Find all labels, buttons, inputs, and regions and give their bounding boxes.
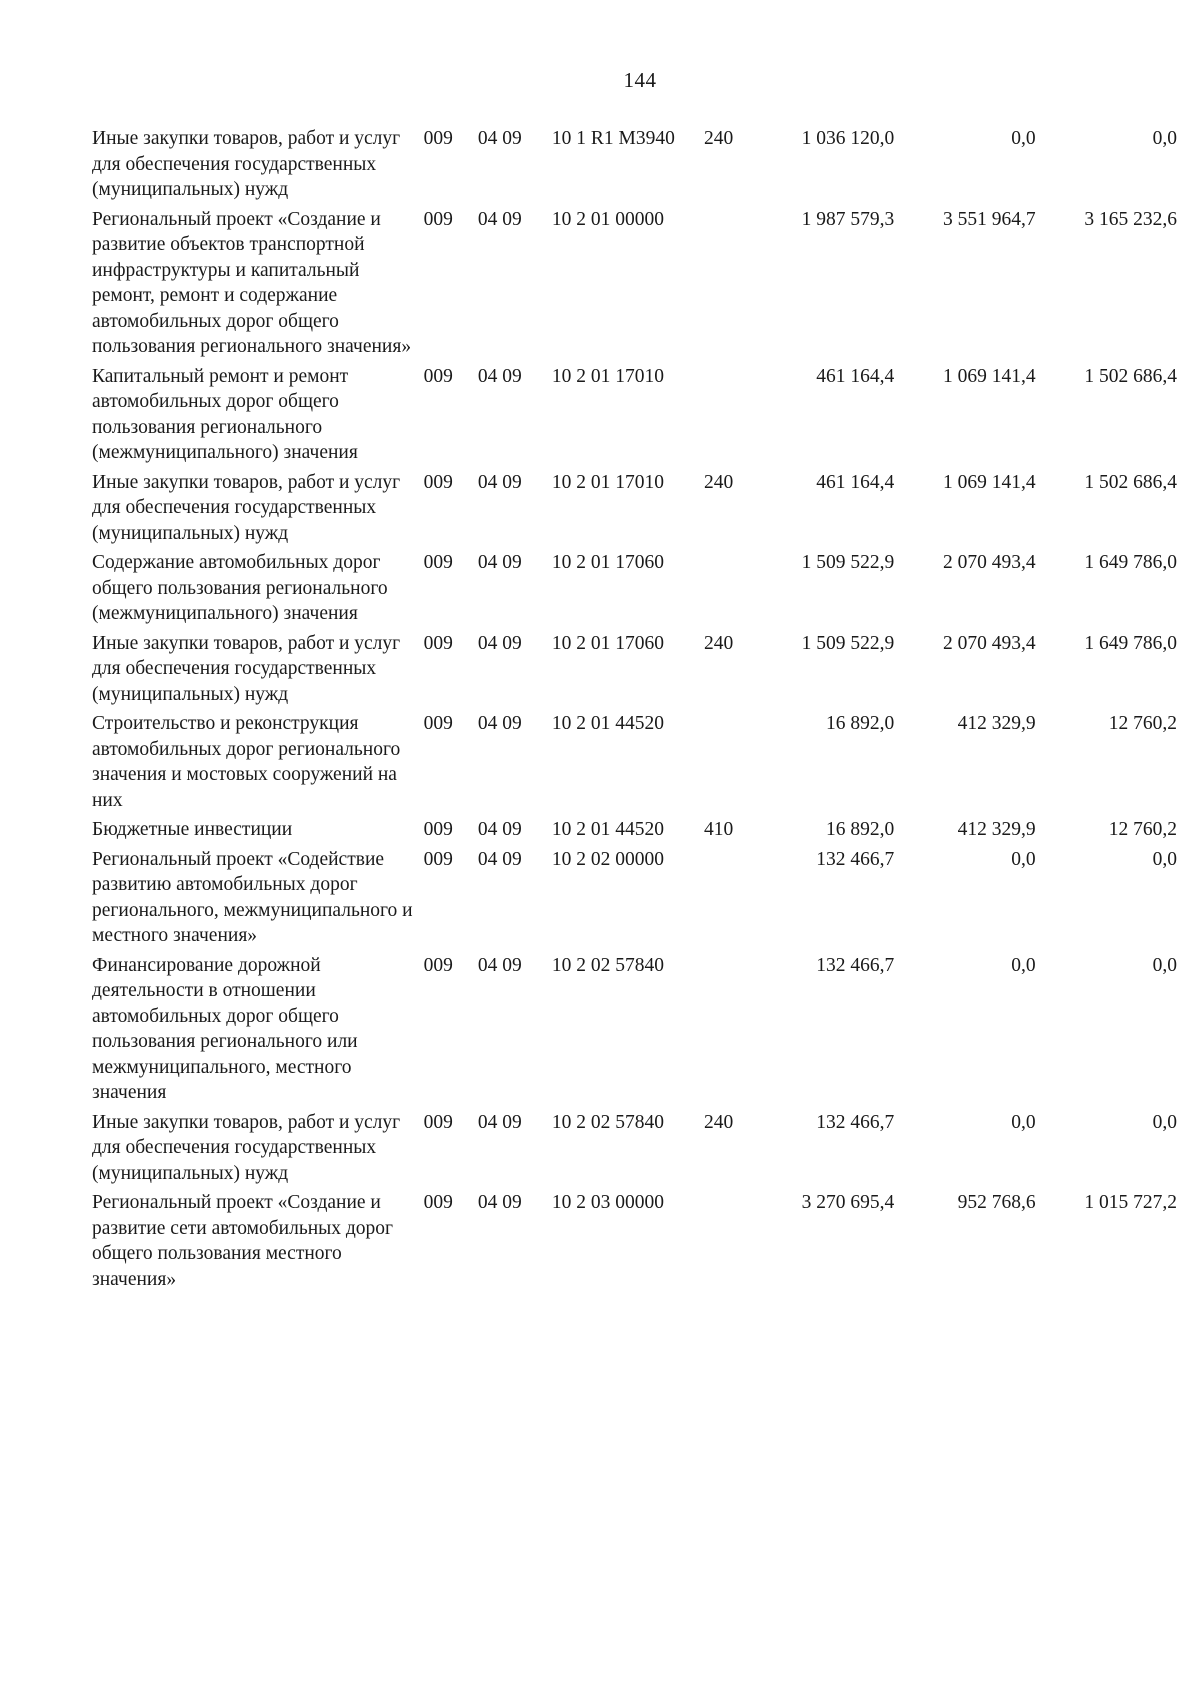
row-amount-3: 0,0 xyxy=(1152,954,1177,976)
row-amount-1: 132 466,7 xyxy=(816,848,895,870)
row-name: Иные закупки товаров, работ и услуг для обеспечения государственных (муниципальных) нужд xyxy=(92,471,401,544)
row-amount-1: 132 466,7 xyxy=(816,954,895,976)
row-expense-type xyxy=(704,207,758,364)
row-target-code: 10 2 01 44520 xyxy=(551,819,664,840)
row-expense-type: 410 xyxy=(704,819,734,840)
row-section-code: 04 09 xyxy=(477,365,522,387)
row-name: Иные закупки товаров, работ и услуг для обеспечения государственных (муниципальных) нужд xyxy=(92,632,401,705)
row-name: Региональный проект «Содействие развитию автомобильных дорог регионального, межмуниципального и местного значения» xyxy=(92,848,413,946)
row-expense-type: 240 xyxy=(704,632,734,654)
row-target-code: 10 1 R1 M3940 xyxy=(551,128,675,149)
row-section-code: 04 09 xyxy=(477,848,522,870)
row-admin-code: 009 xyxy=(423,471,453,493)
row-amount-3: 0,0 xyxy=(1152,128,1177,149)
row-target-code: 10 2 01 17060 xyxy=(551,552,664,573)
table-row xyxy=(92,953,1177,1110)
row-admin-code: 009 xyxy=(423,632,453,654)
table-row xyxy=(92,470,1177,551)
table-body xyxy=(92,126,1177,1296)
row-section-code: 04 09 xyxy=(477,128,522,149)
row-expense-type xyxy=(704,711,758,817)
row-amount-3: 1 649 786,0 xyxy=(1084,552,1177,573)
row-amount-1: 461 164,4 xyxy=(816,365,895,387)
row-amount-1: 1 509 522,9 xyxy=(801,552,895,573)
row-name: Содержание автомобильных дорог общего пользования регионального (межмуниципального) значения xyxy=(92,552,388,624)
row-amount-1: 1 036 120,0 xyxy=(801,128,895,149)
row-name: Бюджетные инвестиции xyxy=(92,819,293,840)
row-expense-type xyxy=(704,847,758,953)
row-amount-2: 2 070 493,4 xyxy=(942,632,1036,654)
row-section-code: 04 09 xyxy=(477,208,522,230)
row-target-code: 10 2 02 57840 xyxy=(551,954,664,976)
row-target-code: 10 2 01 17060 xyxy=(551,632,664,654)
row-admin-code: 009 xyxy=(423,954,453,976)
row-admin-code: 009 xyxy=(423,713,453,734)
row-amount-2: 1 069 141,4 xyxy=(942,471,1036,493)
row-expense-type xyxy=(704,953,758,1110)
row-expense-type xyxy=(704,364,758,470)
row-admin-code: 009 xyxy=(423,128,453,149)
budget-table xyxy=(92,126,1177,1296)
table-row xyxy=(92,207,1177,364)
row-amount-1: 1 509 522,9 xyxy=(801,632,895,654)
row-name: Иные закупки товаров, работ и услуг для обеспечения государственных (муниципальных) нужд xyxy=(92,1111,401,1184)
row-amount-2: 0,0 xyxy=(1011,848,1036,870)
row-section-code: 04 09 xyxy=(477,954,522,976)
row-name: Региональный проект «Создание и развитие сети автомобильных дорог общего пользования местного значения» xyxy=(92,1192,394,1290)
table-row xyxy=(92,817,1177,847)
row-expense-type xyxy=(704,1190,758,1296)
row-amount-2: 0,0 xyxy=(1011,128,1036,149)
row-expense-type: 240 xyxy=(704,471,734,493)
row-target-code: 10 2 02 57840 xyxy=(551,1111,664,1133)
row-amount-2: 412 329,9 xyxy=(957,713,1036,734)
row-name: Строительство и реконструкция автомобильных дорог регионального значения и мостовых сооружений на них xyxy=(92,713,401,811)
row-name: Финансирование дорожной деятельности в отношении автомобильных дорог общего пользования регионального или межмуниципального, местного значения xyxy=(92,954,358,1103)
row-amount-2: 0,0 xyxy=(1011,1111,1036,1133)
row-section-code: 04 09 xyxy=(477,1111,522,1133)
row-amount-1: 16 892,0 xyxy=(826,713,895,734)
table-row xyxy=(92,550,1177,631)
row-name: Капитальный ремонт и ремонт автомобильных дорог общего пользования регионального (межмуниципального) значения xyxy=(92,365,358,463)
row-amount-3: 1 502 686,4 xyxy=(1084,365,1177,387)
row-amount-1: 3 270 695,4 xyxy=(801,1192,895,1213)
row-amount-3: 3 165 232,6 xyxy=(1084,208,1177,230)
row-amount-1: 1 987 579,3 xyxy=(801,208,895,230)
row-amount-2: 952 768,6 xyxy=(957,1192,1036,1213)
row-admin-code: 009 xyxy=(423,1111,453,1133)
row-name: Иные закупки товаров, работ и услуг для обеспечения государственных (муниципальных) нужд xyxy=(92,128,401,200)
row-section-code: 04 09 xyxy=(477,471,522,493)
row-target-code: 10 2 01 17010 xyxy=(551,471,664,493)
row-admin-code: 009 xyxy=(423,848,453,870)
page-number: 144 xyxy=(623,68,657,92)
row-section-code: 04 09 xyxy=(477,713,522,734)
table-row xyxy=(92,1190,1177,1296)
row-expense-type xyxy=(704,550,758,631)
row-section-code: 04 09 xyxy=(477,819,522,840)
row-target-code: 10 2 02 00000 xyxy=(551,848,664,870)
row-amount-3: 0,0 xyxy=(1152,848,1177,870)
row-admin-code: 009 xyxy=(423,819,453,840)
row-admin-code: 009 xyxy=(423,208,453,230)
row-section-code: 04 09 xyxy=(477,632,522,654)
row-amount-3: 12 760,2 xyxy=(1108,819,1177,840)
row-section-code: 04 09 xyxy=(477,552,522,573)
row-amount-3: 1 502 686,4 xyxy=(1084,471,1177,493)
row-expense-type: 240 xyxy=(704,128,734,149)
row-admin-code: 009 xyxy=(423,365,453,387)
row-amount-2: 0,0 xyxy=(1011,954,1036,976)
row-section-code: 04 09 xyxy=(477,1192,522,1213)
row-amount-1: 132 466,7 xyxy=(816,1111,895,1133)
row-amount-1: 16 892,0 xyxy=(826,819,895,840)
row-amount-2: 1 069 141,4 xyxy=(942,365,1036,387)
table-row xyxy=(92,711,1177,817)
row-admin-code: 009 xyxy=(423,1192,453,1213)
table-row xyxy=(92,364,1177,470)
row-amount-3: 1 015 727,2 xyxy=(1084,1192,1177,1213)
table-row xyxy=(92,631,1177,712)
table-row xyxy=(92,847,1177,953)
row-expense-type: 240 xyxy=(704,1111,734,1133)
row-target-code: 10 2 01 44520 xyxy=(551,713,664,734)
row-target-code: 10 2 03 00000 xyxy=(551,1192,664,1213)
row-target-code: 10 2 01 17010 xyxy=(551,365,664,387)
table-row xyxy=(92,1110,1177,1191)
row-name: Региональный проект «Создание и развитие объектов транспортной инфраструктуры и капитальный ремонт, ремонт и содержание автомобильных дорог общего пользования регионального значения» xyxy=(92,208,412,357)
row-admin-code: 009 xyxy=(423,552,453,573)
row-amount-1: 461 164,4 xyxy=(816,471,895,493)
row-amount-3: 0,0 xyxy=(1152,1111,1177,1133)
table-row xyxy=(92,126,1177,207)
row-amount-2: 3 551 964,7 xyxy=(942,208,1036,230)
row-amount-3: 12 760,2 xyxy=(1108,713,1177,734)
row-amount-2: 412 329,9 xyxy=(957,819,1036,840)
row-amount-2: 2 070 493,4 xyxy=(942,552,1036,573)
row-target-code: 10 2 01 00000 xyxy=(551,208,664,230)
row-amount-3: 1 649 786,0 xyxy=(1084,632,1177,654)
